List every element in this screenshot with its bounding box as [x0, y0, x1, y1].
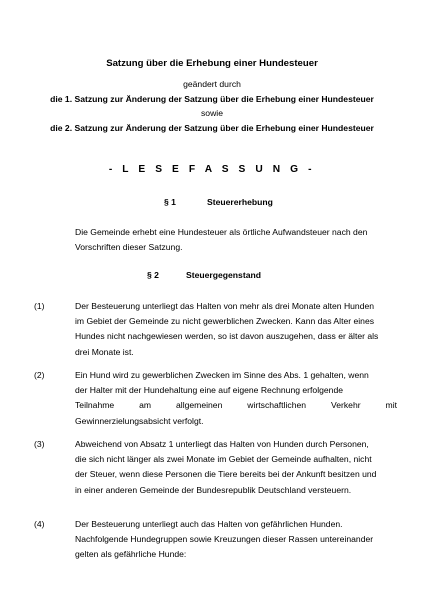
body-line: in einer anderen Gemeinde der Bundesrepublik Deutschland versteuern.: [75, 484, 352, 495]
section-2-number: § 2: [147, 270, 159, 280]
body-line: drei Monate ist.: [75, 346, 134, 357]
body-line: [75, 398, 397, 413]
word: Verkehr: [330, 400, 361, 411]
word: mit: [385, 400, 397, 411]
body-line: Die Gemeinde erhebt eine Hundesteuer als örtliche Aufwandsteuer nach den: [75, 227, 368, 237]
amended-by-text: geändert durch: [183, 79, 241, 89]
body-line: Der Besteuerung unterliegt das Halten von mehr als drei Monate alten Hunden: [75, 301, 375, 311]
paragraph-number: (2): [34, 370, 45, 380]
paragraph-number: (4): [34, 519, 45, 529]
body-line: der Halter mit der Hundehaltung eine auf eigene Rechnung erfolgende: [75, 385, 344, 396]
paragraph-3-body: [75, 437, 397, 498]
word: Teilnahme: [75, 400, 115, 411]
body-line: im Gebiet der Gemeinde zu nicht gewerblichen Zwecken. Kann das Alter eines: [75, 316, 375, 327]
body-line: der Steuer, wenn diese Personen die Tiere bereits bei der Ankunft besitzen und: [75, 469, 377, 480]
conjunction-text: sowie: [201, 108, 223, 118]
paragraph-2-body: [75, 368, 397, 429]
body-line: Ein Hund wird zu gewerblichen Zwecken im Sinne des Abs. 1 gehalten, wenn: [75, 370, 369, 380]
body-line: Der Besteuerung unterliegt auch das Halten von gefährlichen Hunden.: [75, 519, 343, 529]
paragraph-4-body: [75, 517, 397, 563]
word: wirtschaftlichen: [247, 400, 307, 411]
paragraph-number: (3): [34, 439, 45, 449]
amendment-2-text: die 2. Satzung zur Änderung der Satzung über die Erhebung einer Hundesteuer: [50, 123, 374, 133]
body-line: Hundes nicht nachgewiesen werden, so ist davon auszugehen, dass er älter als: [75, 331, 379, 342]
body-line: die sich nicht länger als zwei Monate im Gebiet der Gemeinde aufhalten, nicht: [75, 454, 372, 465]
body-line: gelten als gefährliche Hunde:: [75, 549, 187, 560]
body-line: Abweichend von Absatz 1 unterliegt das Halten von Hunden durch Personen,: [75, 439, 369, 449]
amendment-1-text: die 1. Satzung zur Änderung der Satzung über die Erhebung einer Hundesteuer: [50, 94, 374, 104]
paragraph-number: (1): [34, 301, 45, 311]
section-1-body: [75, 225, 397, 255]
section-1-number: § 1: [164, 197, 176, 207]
document-title: Satzung über die Erhebung einer Hundesteuer: [106, 58, 318, 69]
word: allgemeinen: [176, 400, 223, 411]
body-line: Nachfolgende Hundegruppen sowie Kreuzungen dieser Rassen untereinander: [75, 534, 374, 545]
word: am: [139, 400, 152, 411]
section-2-title: Steuergegenstand: [186, 270, 261, 280]
body-line: Vorschriften dieser Satzung.: [75, 242, 183, 253]
body-line: Gewinnerzielungsabsicht verfolgt.: [75, 415, 204, 426]
section-1-title: Steuererhebung: [207, 197, 273, 207]
paragraph-1-body: [75, 299, 397, 360]
version-label: - L E S E F A S S U N G -: [108, 164, 316, 175]
